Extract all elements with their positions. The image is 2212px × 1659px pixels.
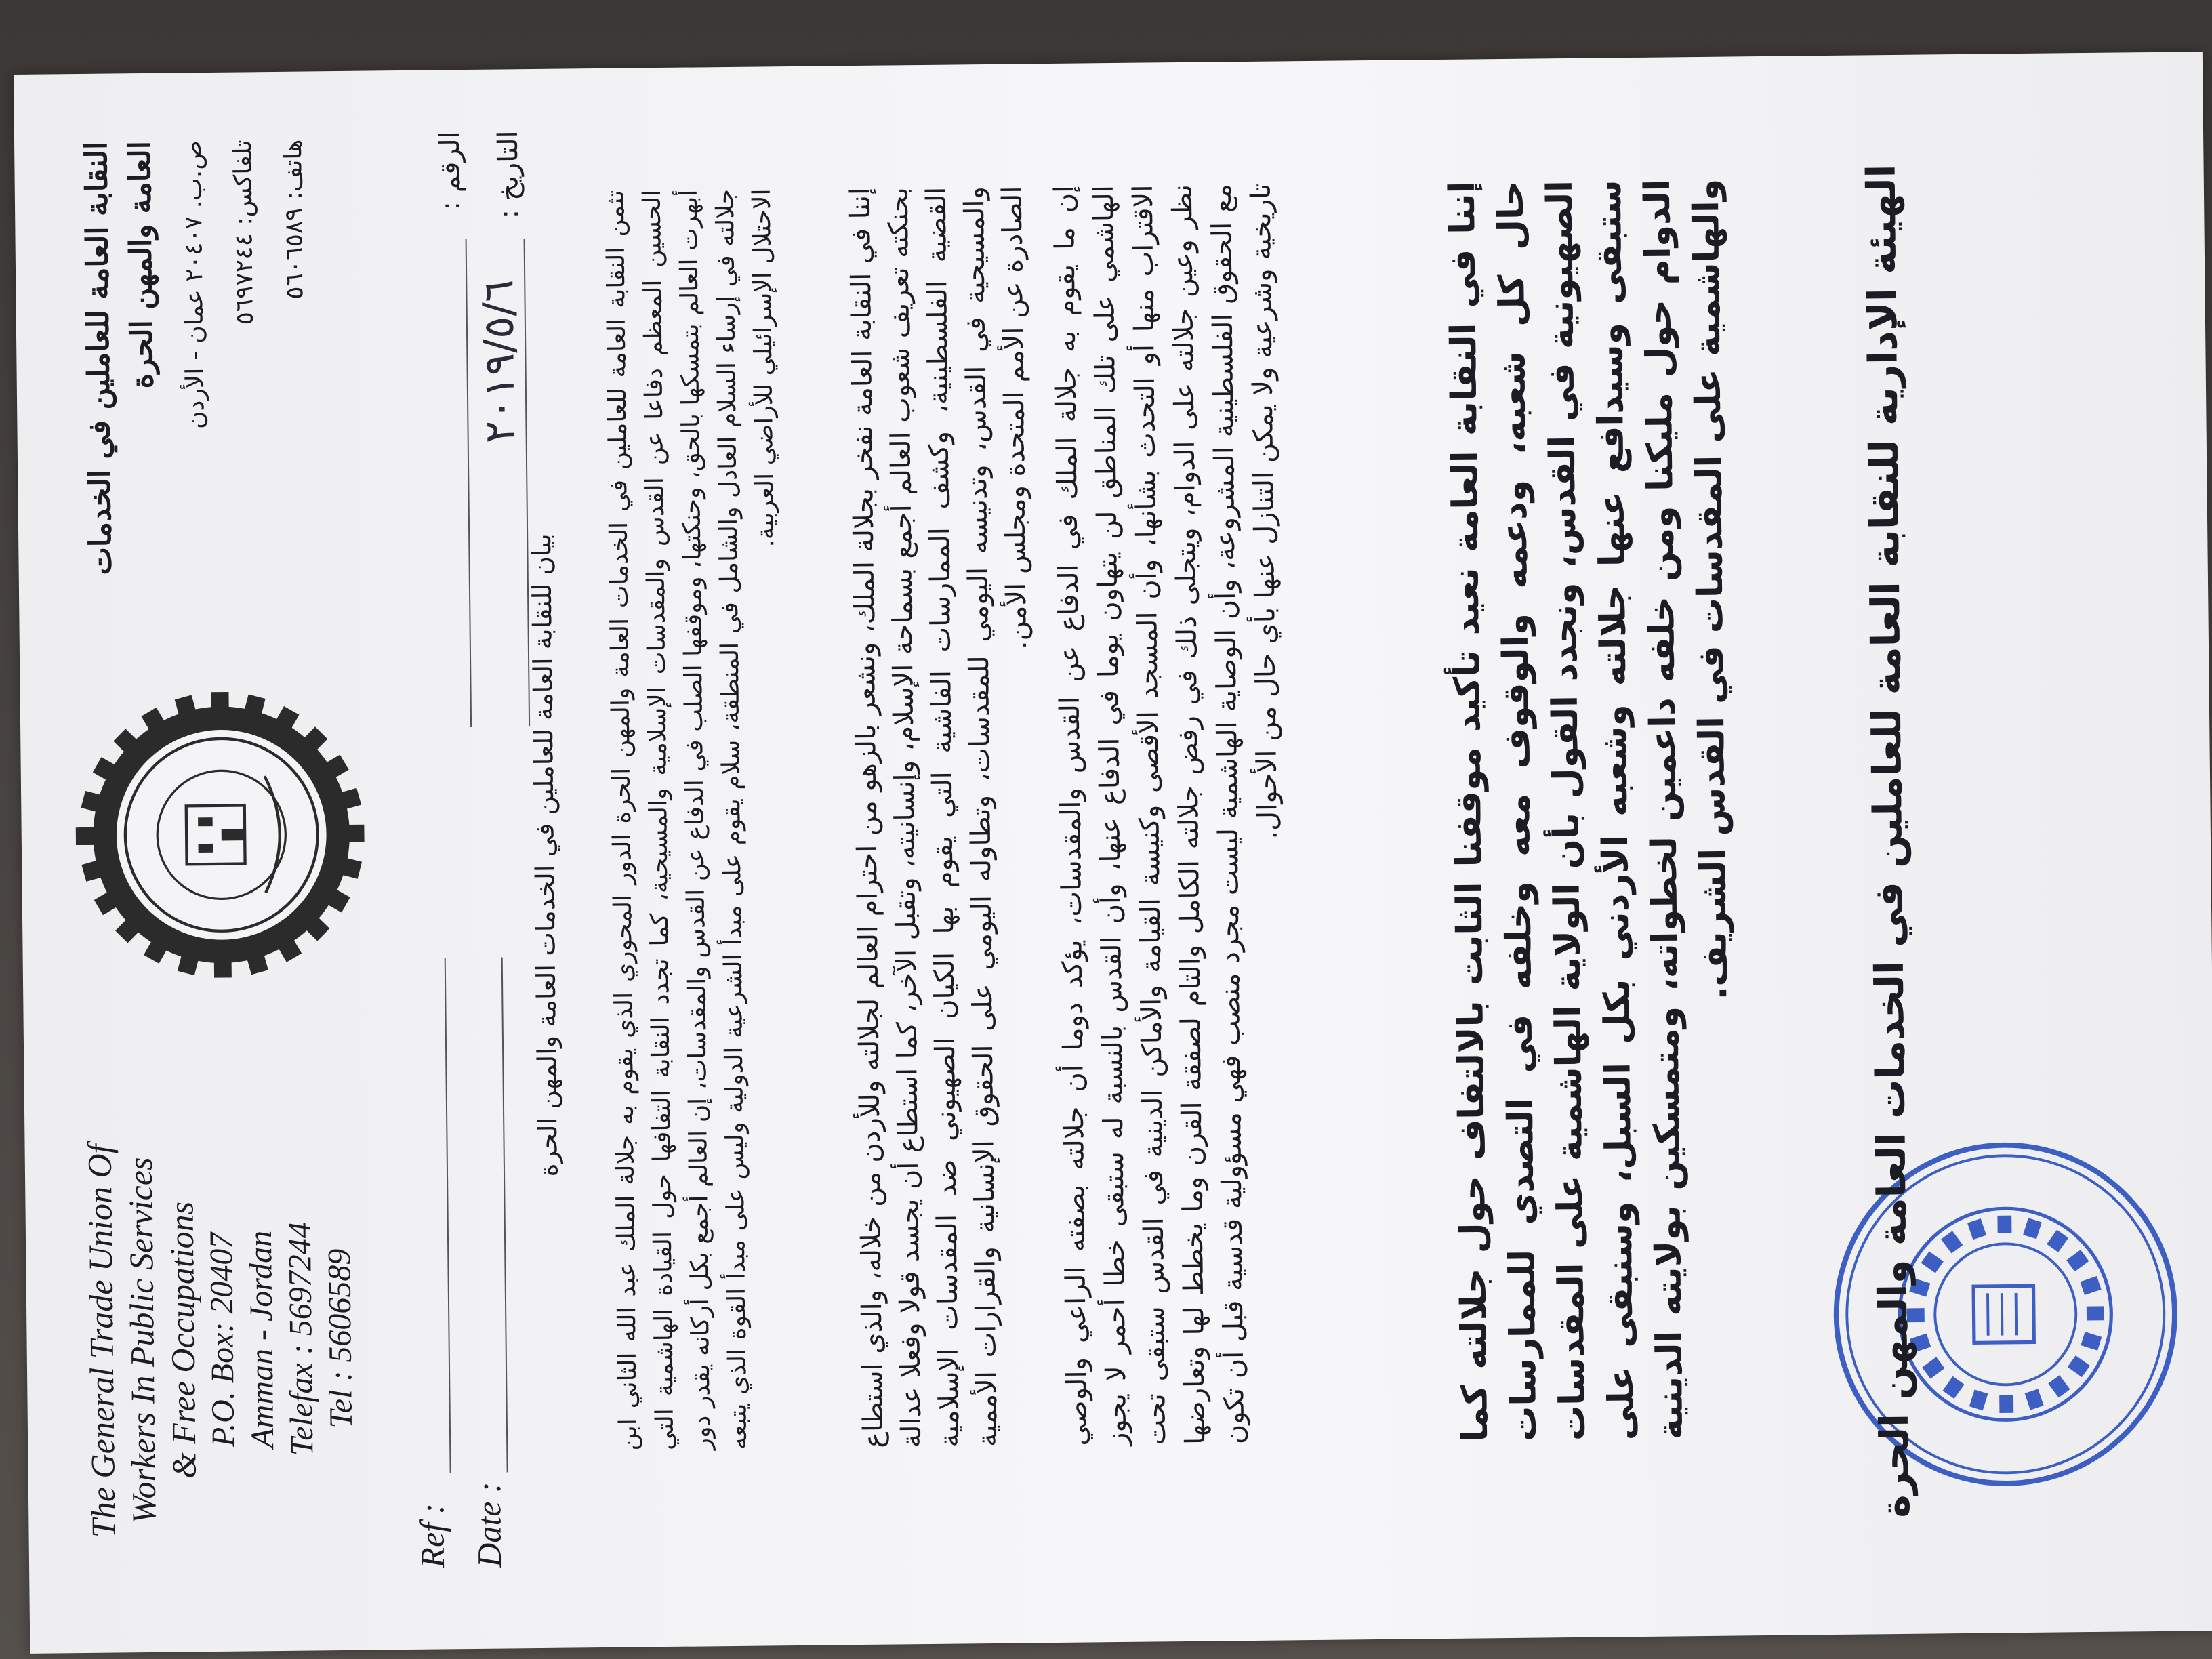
- telefax-en: Telefax : 5697244: [281, 1221, 321, 1456]
- date-line: [474, 958, 508, 1473]
- ref-label: Ref :: [413, 1502, 452, 1568]
- paragraph-4: [1438, 178, 1744, 1441]
- pobox-ar: ص.ب. ٢٠٤٠٧ عمان - الأردن: [179, 140, 210, 430]
- date-label: Date :: [469, 1481, 509, 1568]
- date-label-ar: التاريخ :: [492, 130, 525, 219]
- handwritten-date: ٢٠١٩/٥/٦: [473, 279, 525, 444]
- letter-sheet: [14, 52, 2212, 1654]
- org-name-ar-line1: النقابة العامة للعاملين في الخدمات: [79, 141, 119, 575]
- pobox-en: P.O. Box: 20407: [203, 1232, 242, 1448]
- paragraph-2: [842, 186, 1044, 1448]
- org-name-en-line1: The General Trade Union Of: [80, 1144, 123, 1538]
- paragraph-2-text: إننا في النقابة العامة نفخر بجلالة الملك، ونشعر بالزهو من احترام العالم لجلالته وللأردن من خلاله، والذي استطاع بحنكته تعريف شعوب العالم أجمع بسماحة الإسلام، وإنسانيته، وتقبل الآخر، كما استطاع أن يجسد قولا وفعلا عدالة القضية الفلسطينية، وكشف الممارسات الفاشية التي يقوم بها الكيان الصهيوني ضد المقدسات الإسلامية والمسيحية في القدس، وتدنيسه اليومي للمقدسات، وتطاوله اليومي على الحقوق الإنسانية والقرارات الأممية الصادرة عن الأمم المتحدة ومجلس الأمن.: [844, 186, 1033, 1449]
- union-logo: [75, 688, 369, 982]
- ref-row: [389, 958, 452, 1568]
- letter-content: [27, 66, 2192, 1633]
- org-name-en-line2: Workers In Public Services: [121, 1157, 163, 1524]
- date-row: [446, 958, 509, 1568]
- statement-subject: بيان للنقابة العامة للعاملين في الخدمات العامة والمهن الحرة: [527, 533, 564, 1177]
- city-en: Amman - Jordan: [242, 1230, 281, 1448]
- org-name-en-line3: & Free Occupations: [162, 1201, 203, 1479]
- paragraph-1-text: تثمن النقابة العامة للعاملين في الخدمات العامة والمهن الحرة الدور المحوري الذي يقوم به جلالة الملك عبد الله الثاني ابن الحسين المعظم دفاعا عن القدس والمقدسات الإسلامية والمسيحية، كما تجدد النقابة التفافها حول القيادة الهاشمية التي أبهرت العالم بتمسكها بالحق، وحنكتها، وموقفها الصلب في الدفاع عن القدس والمقدسات، إن العالم أجمع بكل أركانه يقدر دور جلالته في إرساء السلام العادل والشامل في المنطقة، سلام يقوم على مبدأ الشرعية الدولية وليس على مبدأ القوة الذي يتبعه الاحتلال الإسرائيلي للأراضي العربية.: [601, 188, 780, 1451]
- header-english: [79, 1101, 363, 1578]
- signature-line: الهيئة الإدارية للنقابة العامة للعاملين في الخدمات العامة والمهن الحرة: [1858, 164, 1919, 1519]
- tel-ar: هاتف: ٥٦٠٦٥٨٩: [279, 139, 309, 300]
- ref-line: [417, 958, 451, 1473]
- number-line-ar: [436, 239, 472, 727]
- telefax-ar: تلفاكس: ٥٦٩٧٢٤٤: [229, 140, 259, 325]
- ref-date-block: [389, 958, 509, 1569]
- number-row-ar: [407, 131, 472, 728]
- paragraph-4-text: إننا في النقابة العامة نعيد تأكيد موقفنا الثابت بالالتفاف حول جلالته كما حال كل شعبه، ودعمه والوقوف معه وخلفه في التصدي للممارسات الصهيونية في القدس، ونجدد القول بأن الولاية الهاشمية على المقدسات ستبقى وسيدافع عنها جلالته وشعبه الأردني بكل السبل، وسنبقى على الدوام حول مليكنا ومن خلفه داعمين لخطواته، ومتمسكين بولايته الدينية والهاشمية على المقدسات في القدس الشريف.: [1441, 178, 1736, 1442]
- header-arabic: [75, 139, 317, 575]
- org-name-ar-line2: العامة والمهن الحرة: [123, 140, 160, 389]
- tel-en: Tel : 5606589: [321, 1248, 359, 1429]
- paragraph-1: [598, 188, 794, 1451]
- paragraph-3: [1045, 183, 1294, 1446]
- date-row-ar: [466, 130, 530, 727]
- paragraph-3-text: إن ما يقوم به جلالة الملك في الدفاع عن القدس والمقدسات، يؤكد دوما أن جلالته بصفته الراعي والوصي الهاشمي على تلك المناطق لن يتهاون يوما في الدفاع عنها، وأن القدس بالنسبة له ستبقى خطا أحمر لا يجوز الاقتراب منها أو التحدث بشأنها، وأن المسجد الأقصى وكنيسة القيامة والأماكن الدينية في القدس ستبقى تحت نظر وعين جلالته على الدوام، ويتجلى ذلك في رفض جلالته الكامل والتام لصفقة القرن وما يخطط لها وتعارضها مع الحقوق الفلسطينية المشروعة، وأن الوصاية الهاشمية ليست مجرد منصب فهي مسؤولية قدسية قبل أن تكون تاريخية وشرعية ولا يمكن التنازل عنها بأي حال من الأحوال.: [1048, 183, 1284, 1446]
- number-date-block-ar: [407, 130, 530, 728]
- number-label-ar: الرقم :: [434, 131, 467, 211]
